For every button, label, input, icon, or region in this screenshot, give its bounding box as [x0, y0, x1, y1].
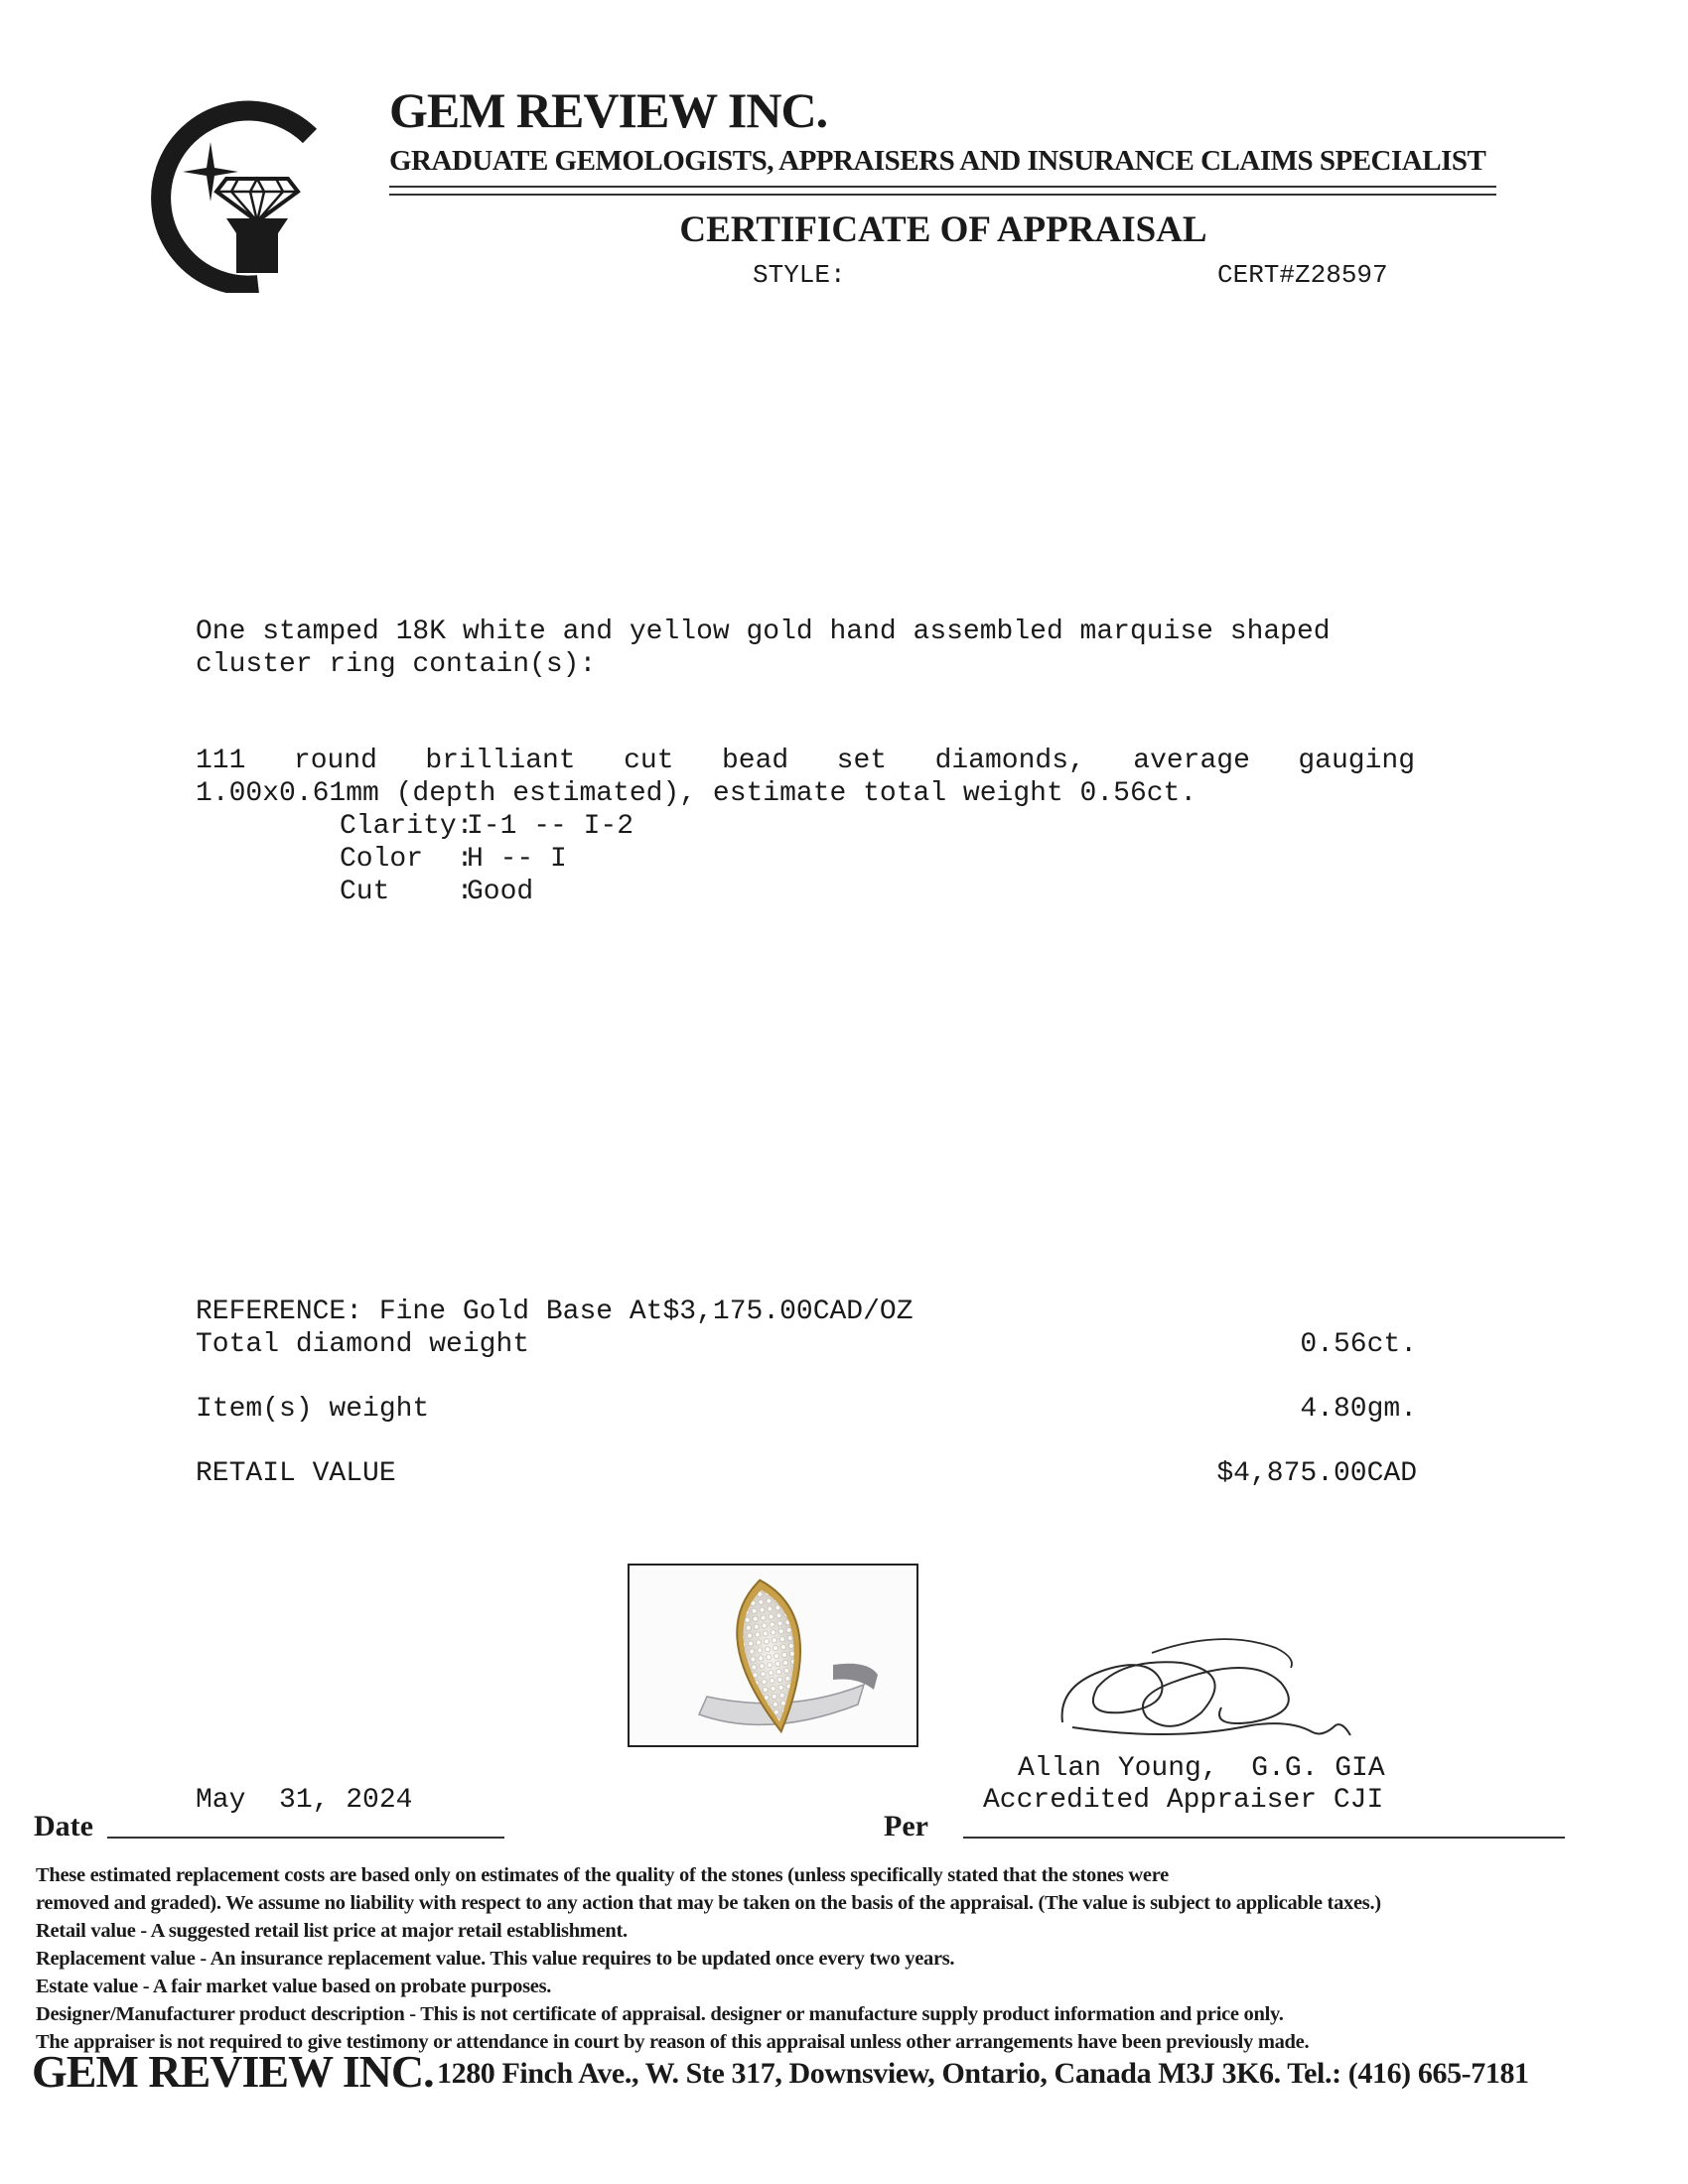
disclaimer-line: Designer/Manufacturer product description - This is not certificate of appraisal. designer or manufacture supply product information and price only.	[36, 2003, 1284, 2025]
disclaimer-line: removed and graded). We assume no liability with respect to any action that may be taken on the basis of the appraisal. (The value is subject to applicable taxes.)	[36, 1892, 1381, 1914]
date-label: Date	[34, 1810, 93, 1843]
summary-value-diamond-weight: 0.56ct.	[1300, 1329, 1417, 1360]
spec-label-color: Color :	[340, 844, 474, 875]
company-logo-icon	[139, 94, 328, 293]
summary-label-item-weight: Item(s) weight	[196, 1394, 430, 1425]
summary-label-diamond-weight: Total diamond weight	[196, 1329, 530, 1360]
disclaimer-line: Replacement value - An insurance replacement value. This value requires to be updated once every two years.	[36, 1948, 955, 1970]
spec-label-clarity: Clarity:	[340, 811, 474, 842]
certificate-number: CERT#Z28597	[1217, 260, 1388, 290]
appraiser-signature	[1053, 1628, 1370, 1747]
style-label: STYLE:	[753, 260, 846, 290]
disclaimer-line: Estate value - A fair market value based on probate purposes.	[36, 1976, 552, 1997]
disclaimer-line: Retail value - A suggested retail list price at major retail establishment.	[36, 1920, 628, 1942]
gold-reference: REFERENCE: Fine Gold Base At$3,175.00CAD/OZ	[196, 1297, 914, 1327]
disclaimer-line: The appraiser is not required to give testimony or attendance in court by reason of this appraisal unless other arrangements have been previously made.	[36, 2031, 1310, 2053]
disclaimer-line: These estimated replacement costs are based only on estimates of the quality of the stones (unless specifically stated that the stones were	[36, 1864, 1169, 1886]
appraisal-date: May 31, 2024	[196, 1785, 413, 1816]
spec-label-cut: Cut :	[340, 877, 474, 907]
appraiser-title: Accredited Appraiser CJI	[983, 1785, 1384, 1816]
date-underline	[107, 1837, 504, 1839]
per-label: Per	[884, 1810, 928, 1843]
item-description-line: cluster ring contain(s):	[196, 649, 597, 680]
spec-value-color: H -- I	[467, 844, 567, 875]
summary-value-item-weight: 4.80gm.	[1300, 1394, 1417, 1425]
appraiser-name: Allan Young, G.G. GIA	[1018, 1753, 1385, 1784]
marquise-ring-image	[630, 1566, 916, 1745]
header-divider	[389, 186, 1496, 196]
spec-value-cut: Good	[467, 877, 534, 907]
certificate-title: CERTIFICATE OF APPRAISAL	[679, 209, 1207, 250]
ring-photo	[628, 1564, 918, 1747]
company-tagline: GRADUATE GEMOLOGISTS, APPRAISERS AND INSURANCE CLAIMS SPECIALIST	[389, 145, 1486, 177]
company-name: GEM REVIEW INC.	[389, 82, 828, 138]
footer-address: 1280 Finch Ave., W. Ste 317, Downsview, Ontario, Canada M3J 3K6. Tel.: (416) 665-7181	[437, 2057, 1529, 2090]
footer-company-name: GEM REVIEW INC.	[32, 2046, 434, 2097]
per-underline	[963, 1837, 1565, 1839]
item-description-line: One stamped 18K white and yellow gold hand assembled marquise shaped	[196, 616, 1331, 647]
summary-label-retail-value: RETAIL VALUE	[196, 1458, 396, 1489]
spec-value-clarity: I-1 -- I-2	[467, 811, 634, 842]
diamond-description-line: 111 round brilliant cut bead set diamonds, average gauging	[196, 746, 1415, 776]
summary-value-retail-value: $4,875.00CAD	[1216, 1458, 1417, 1489]
diamond-description-line: 1.00x0.61mm (depth estimated), estimate total weight 0.56ct.	[196, 778, 1197, 809]
